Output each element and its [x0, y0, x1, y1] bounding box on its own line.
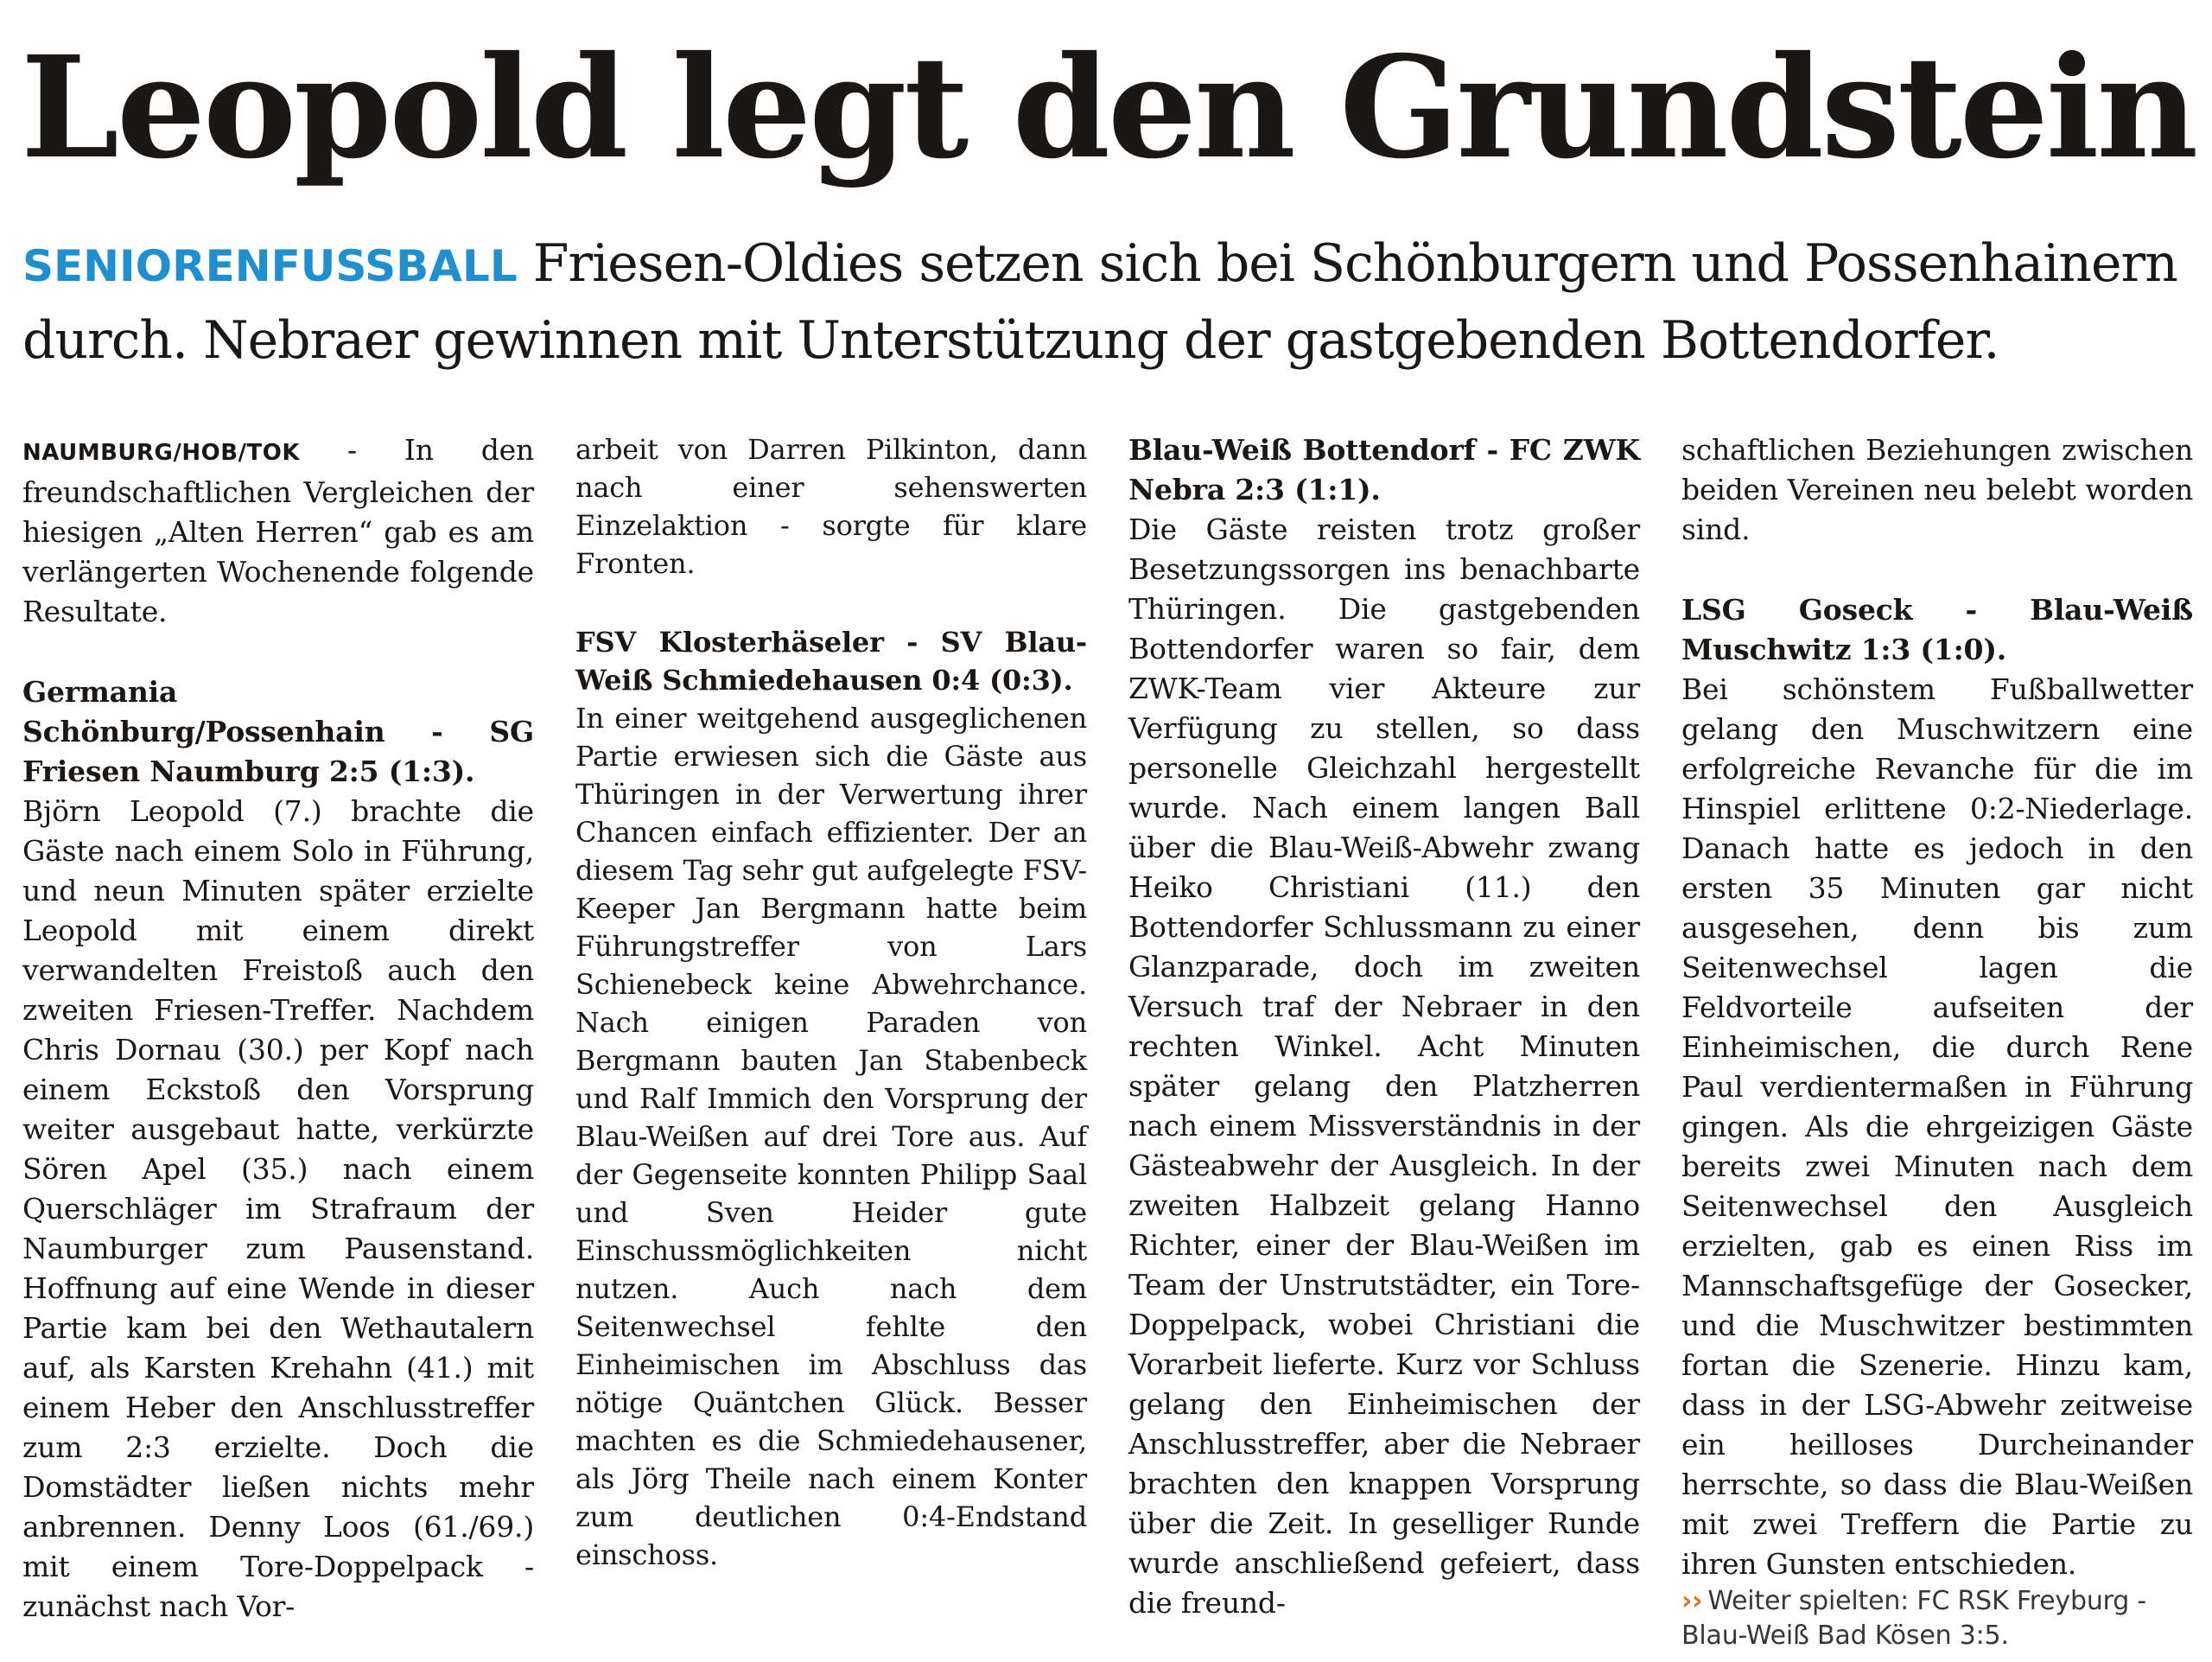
dateline: NAUMBURG/HOB/TOK	[22, 440, 301, 466]
game-heading-2: FSV Klosterhäseler - SV Blau-Weiß Schmiedehausen 0:4 (0:3).	[575, 626, 1087, 697]
deck	[22, 226, 2183, 378]
kicker: SENIORENFUSSBALL	[22, 241, 518, 291]
deck-text: Friesen-Oldies setzen sich bei Schönburgern und Possenhainern durch. Nebraer gewinnen mit Unterstützung der gastgebenden Bottendorfer.	[22, 233, 2177, 371]
column-1	[22, 430, 534, 1627]
intro-paragraph	[22, 430, 534, 632]
column-2	[575, 430, 1087, 1574]
footnote	[1681, 1584, 2193, 1653]
game-body-2: In einer weitgehend ausgeglichenen Partie erwiesen sich die Gäste aus Thüringen in der Verwertung ihrer Chancen einfach effizienter. Der an diesem Tag sehr gut aufgelegte FSV-Keeper Jan Bergmann hatte beim Führungstreffer von Lars Schienebeck keine Abwehrchance. Nach einigen Paraden von Bergmann bauten Jan Stabenbeck und Ralf Immich den Vorsprung der Blau-Weißen auf drei Tore aus. Auf der Gegenseite konnten Philipp Saal und Sven Heider gute Einschussmöglichkeiten nicht nutzen. Auch nach dem Seitenwechsel fehlte den Einheimischen im Abschluss das nötige Quäntchen Glück. Besser machten es die Schmiedehausener, als Jörg Theile nach einem Konter zum deutlichen 0:4-Endstand einschoss.	[575, 702, 1087, 1571]
column-3	[1128, 430, 1640, 1623]
intro-text: - In den freundschaftlichen Vergleichen der hiesigen „Alten Herren“ gab es am verlängerten Wochenende folgende Resultate.	[22, 433, 534, 628]
column-4	[1681, 430, 2193, 1653]
footnote-text: Weiter spielten: FC RSK Freyburg - Blau-Weiß Bad Kösen 3:5.	[1681, 1586, 2147, 1651]
game-body-4: Bei schönstem Fußballwetter gelang den Muschwitzern eine erfolgreiche Revanche für die im Hinspiel erlittene 0:2-Niederlage. Danach hatte es jedoch in den ersten 35 Minuten gar nicht ausgesehen, denn bis zum Seitenwechsel lagen die Feldvorteile aufseiten der Einheimischen, die durch Rene Paul verdientermaßen in Führung gingen. Als die ehrgeizigen Gäste bereits zwei Minuten nach dem Seitenwechsel den Ausgleich erzielten, gab es einen Riss im Mannschaftsgefüge der Gosecker, und die Muschwitzer bestimmten fortan die Szenerie. Hinzu kam, dass in der LSG-Abwehr zeitweise ein heilloses Durcheinander herrschte, so dass die Blau-Weißen mit zwei Treffern die Partie zu ihren Gunsten entschieden.	[1681, 672, 2193, 1581]
game-heading-4: LSG Goseck - Blau-Weiß Muschwitz 1:3 (1:0).	[1681, 593, 2193, 666]
headline: Leopold legt den Grundstein	[21, 26, 2196, 190]
game-body-1: Björn Leopold (7.) brachte die Gäste nach einem Solo in Führung, und neun Minuten später erzielte Leopold mit einem direkt verwandelten Freistoß auch den zweiten Friesen-Treffer. Nachdem Chris Dornau (30.) per Kopf nach einem Eckstoß den Vorsprung weiter ausgebaut hatte, verkürzte Sören Apel (35.) nach einem Querschläger im Strafraum der Naumburger zum Pausenstand. Hoffnung auf eine Wende in dieser Partie kam bei den Wethautalern auf, als Karsten Krehahn (41.) mit einem Heber den Anschlusstreffer zum 2:3 erzielte. Doch die Domstädter ließen nichts mehr anbrennen. Denny Loos (61./69.) mit einem Tore-Doppelpack - zunächst nach Vor-	[22, 794, 534, 1623]
game-heading-1: Germania Schönburg/Possenhain - SG Friesen Naumburg 2:5 (1:3).	[22, 675, 534, 788]
game-body-3: Die Gäste reisten trotz großer Besetzungssorgen ins benachbarte Thüringen. Die gastgebenden Bottendorfer waren so fair, dem ZWK-Team vier Akteure zur Verfügung zu stellen, so dass personelle Gleichzahl hergestellt wurde. Nach einem langen Ball über die Blau-Weiß-Abwehr zwang Heiko Christiani (11.) den Bottendorfer Schlussmann zu einer Glanzparade, doch im zweiten Versuch traf der Nebraer in den rechten Winkel. Acht Minuten später gelang den Platzherren nach einem Missverständnis in der Gästeabwehr der Ausgleich. In der zweiten Halbzeit gelang Hanno Richter, einer der Blau-Weißen im Team der Unstrutstädter, ein Tore-Doppelpack, wobei Christiani die Vorarbeit lieferte. Kurz vor Schluss gelang den Einheimischen der Anschlusstreffer, aber die Nebraer brachten den knappen Vorsprung über die Zeit. In geselliger Runde wurde anschließend gefeiert, dass die freund-	[1128, 513, 1640, 1620]
game-heading-3: Blau-Weiß Bottendorf - FC ZWK Nebra 2:3 (1:1).	[1128, 433, 1640, 506]
double-chevron-icon: ››	[1681, 1586, 1703, 1616]
game-body-1-continued: arbeit von Darren Pilkinton, dann nach einer sehenswerten Einzelaktion - sorgte für klare Fronten.	[575, 433, 1087, 580]
game-body-3-continued: schaftlichen Beziehungen zwischen beiden Vereinen neu belebt worden sind.	[1681, 433, 2193, 546]
